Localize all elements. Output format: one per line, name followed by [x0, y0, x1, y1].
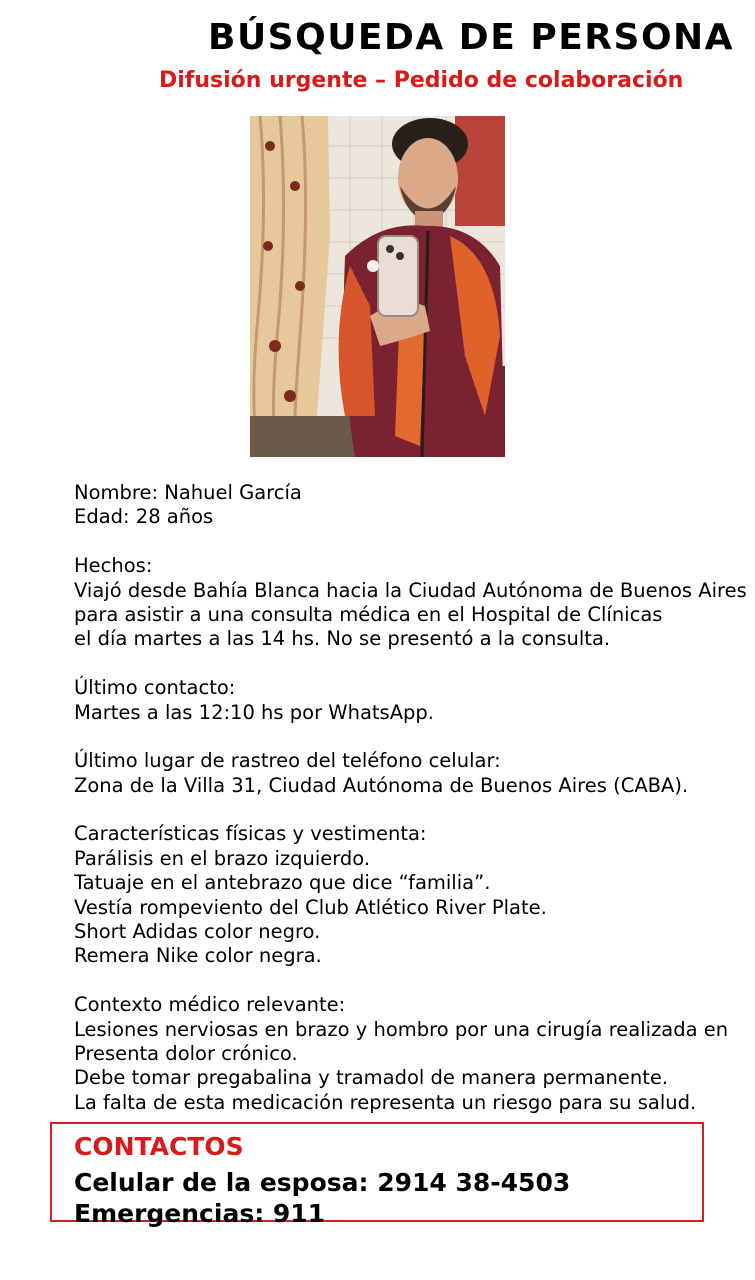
facts-line: el día martes a las 14 hs. No se presentó a la consulta.: [74, 627, 611, 651]
last-location-heading: Último lugar de rastreo del teléfono celular:: [74, 749, 501, 773]
facts-heading: Hechos:: [74, 554, 153, 578]
page-title: BÚSQUEDA DE PERSONA: [208, 17, 735, 58]
contacts-title: CONTACTOS: [74, 1132, 244, 1161]
last-contact-value: Martes a las 12:10 hs por WhatsApp.: [74, 700, 434, 724]
medical-line: Debe tomar pregabalina y tramadol de manera permanente.: [74, 1066, 669, 1090]
medical-heading: Contexto médico relevante:: [74, 993, 346, 1017]
emergency-number: Emergencias: 911: [74, 1199, 326, 1228]
last-contact-heading: Último contacto:: [74, 676, 236, 700]
facts-line: Viajó desde Bahía Blanca hacia la Ciudad Autónoma de Buenos Aires: [74, 578, 747, 602]
last-location-value: Zona de la Villa 31, Ciudad Autónoma de Buenos Aires (CABA).: [74, 773, 689, 797]
facts-line: para asistir a una consulta médica en el Hospital de Clínicas: [74, 602, 663, 626]
wife-phone: Celular de la esposa: 2914 38-4503: [74, 1168, 571, 1197]
missing-person-photo: [250, 116, 505, 457]
details-section: [74, 481, 755, 1115]
age-line: Edad: 28 años: [74, 505, 214, 529]
physical-line: Tatuaje en el antebrazo que dice “familia”.: [74, 871, 491, 895]
physical-line: Parálisis en el brazo izquierdo.: [74, 846, 371, 870]
medical-line: La falta de esta medicación representa un riesgo para su salud.: [74, 1090, 697, 1114]
physical-line: Short Adidas color negro.: [74, 920, 321, 944]
medical-line: Lesiones nerviosas en brazo y hombro por una cirugía realizada en: [74, 1017, 729, 1041]
physical-heading: Características físicas y vestimenta:: [74, 822, 427, 846]
name-line: Nombre: Nahuel García: [74, 481, 302, 504]
physical-line: Vestía rompeviento del Club Atlético River Plate.: [74, 895, 547, 919]
medical-line: Presenta dolor crónico.: [74, 1041, 298, 1065]
page-subtitle: Difusión urgente – Pedido de colaboración: [159, 68, 684, 93]
physical-line: Remera Nike color negra.: [74, 944, 322, 968]
